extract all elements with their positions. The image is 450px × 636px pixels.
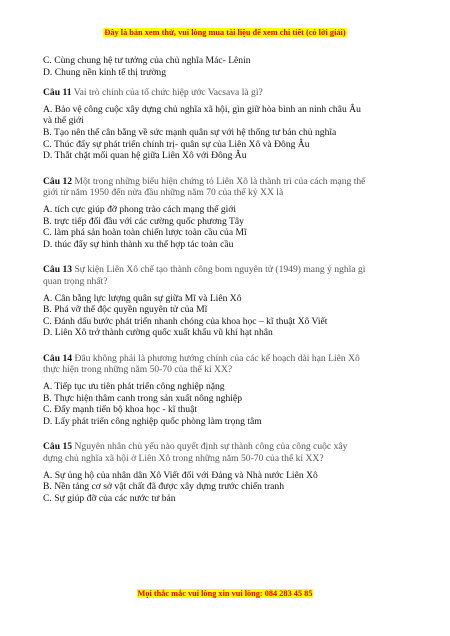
contact-footer (0, 589, 450, 598)
question-number: Câu 11 (43, 87, 72, 99)
question-number: Câu 12 (43, 175, 73, 187)
question-text: thực hiện trong những năm 50-70 của thế kỉ XX? (43, 364, 233, 376)
option-line: D. Thắt chặt mối quan hệ giữa Liên Xô với Đông Âu (43, 150, 247, 162)
option-line: A. Bảo vệ công cuộc xây dựng chủ nghĩa xã hội, gìn giữ hòa bình an ninh châu Âu (43, 103, 361, 115)
question-prompt (43, 353, 415, 365)
question-text: quan trọng nhất? (43, 275, 108, 287)
option-line: B. Tạo nên thế cân bằng về sức mạnh quân sự với hệ thống tư bản chủ nghĩa (43, 126, 337, 138)
question-block (43, 176, 415, 251)
question-text: Vai trò chính của tổ chức hiệp ước Vacsava là gì? (73, 87, 263, 99)
option-line: D. thúc đẩy sự hình thành xu thế hợp tác toàn cầu (43, 238, 234, 250)
option-line: A. Tiếp tục ưu tiên phát triển công nghiệp nặng (43, 381, 225, 393)
option-line: A. tích cực giúp đỡ phong trào cách mạng thế giới (43, 203, 237, 215)
question-block (43, 87, 415, 162)
question-number: Câu 15 (43, 441, 73, 453)
question-prompt (43, 441, 415, 453)
question-text: dựng chủ nghĩa xã hội ở Liên Xô trong những năm 50-70 của thế kỉ XX? (43, 453, 324, 465)
option-line: B. Phá vỡ thế độc quyền nguyên tử của Mĩ (43, 304, 208, 316)
option-line: C. Thúc đẩy sự phát triển chính trị- quân sự của Liên Xô và Đông Âu (43, 138, 310, 150)
contact-footer-text: Mọi thắc mắc vui lòng xin vui lòng: 084 283 45 85 (137, 589, 313, 598)
option-line: B. trực tiếp đối đầu với các cường quốc phương Tây (43, 215, 244, 227)
option-line: B. Thực hiện thâm canh trong sản xuất nông nghiệp (43, 392, 242, 404)
question-prompt (43, 87, 415, 99)
question-prompt (43, 264, 415, 276)
document-body (43, 55, 415, 504)
option-line: D. Lấy phát triển công nghiệp quốc phòng làm trọng tâm (43, 415, 262, 427)
option-line: B. Nền tảng cơ sở vật chất đã được xây dựng trước chiến tranh (43, 481, 285, 493)
option-line: C. Đánh dấu bước phát triển nhanh chóng của khoa học – kĩ thuật Xô Viết (43, 315, 328, 327)
option-line: C. làm phá sản hoàn toàn chiến lược toàn cầu của Mĩ (43, 227, 247, 239)
question-block (43, 353, 415, 428)
option-line: C. Cùng chung hệ tư tưởng của chủ nghĩa Mác- Lênin (43, 55, 251, 66)
question-number: Câu 13 (43, 264, 73, 276)
option-line: C. Sự giúp đỡ của các nước tư bản (43, 492, 176, 504)
question-text: Một trong những biểu hiện chứng tỏ Liên Xô là thành trì của cách mạng thế (74, 175, 366, 187)
question-block (43, 441, 415, 504)
option-line: A. Cân bằng lực lượng quân sự giữa Mĩ và Liên Xô (43, 292, 242, 304)
question-text: Nguyên nhân chủ yếu nào quyết định sự thành công của công cuộc xây (74, 441, 348, 453)
question-text: Đâu không phải là phương hướng chính của các kế hoạch dài hạn Liên Xô (74, 352, 360, 364)
preview-banner (0, 28, 450, 37)
preview-banner-text: Đây là bản xem thử, vui lòng mua tài liệu để xem chi tiết (có lời giải) (104, 28, 346, 37)
option-line: và thế giới (43, 115, 84, 127)
option-line: A. Sự ủng hộ của nhân dân Xô Viết đối với Đảng và Nhà nước Liên Xô (43, 469, 318, 481)
question-number: Câu 14 (43, 352, 73, 364)
option-line: D. Chung nền kinh tế thị trường (43, 66, 166, 78)
question-block (43, 264, 415, 339)
question-prompt (43, 176, 415, 188)
question-text: Sự kiện Liên Xô chế tạo thành công bom nguyên tử (1949) mang ý nghĩa gì (74, 264, 366, 276)
option-line: C. Đẩy mạnh tiến bộ khoa học - kĩ thuật (43, 404, 198, 416)
question-text: giới từ năm 1950 đến nửa đầu những năm 70 của thế kỷ XX là (43, 187, 284, 199)
option-line: D. Liên Xô trở thành cường quốc xuất khẩu vũ khí hạt nhân (43, 327, 273, 339)
